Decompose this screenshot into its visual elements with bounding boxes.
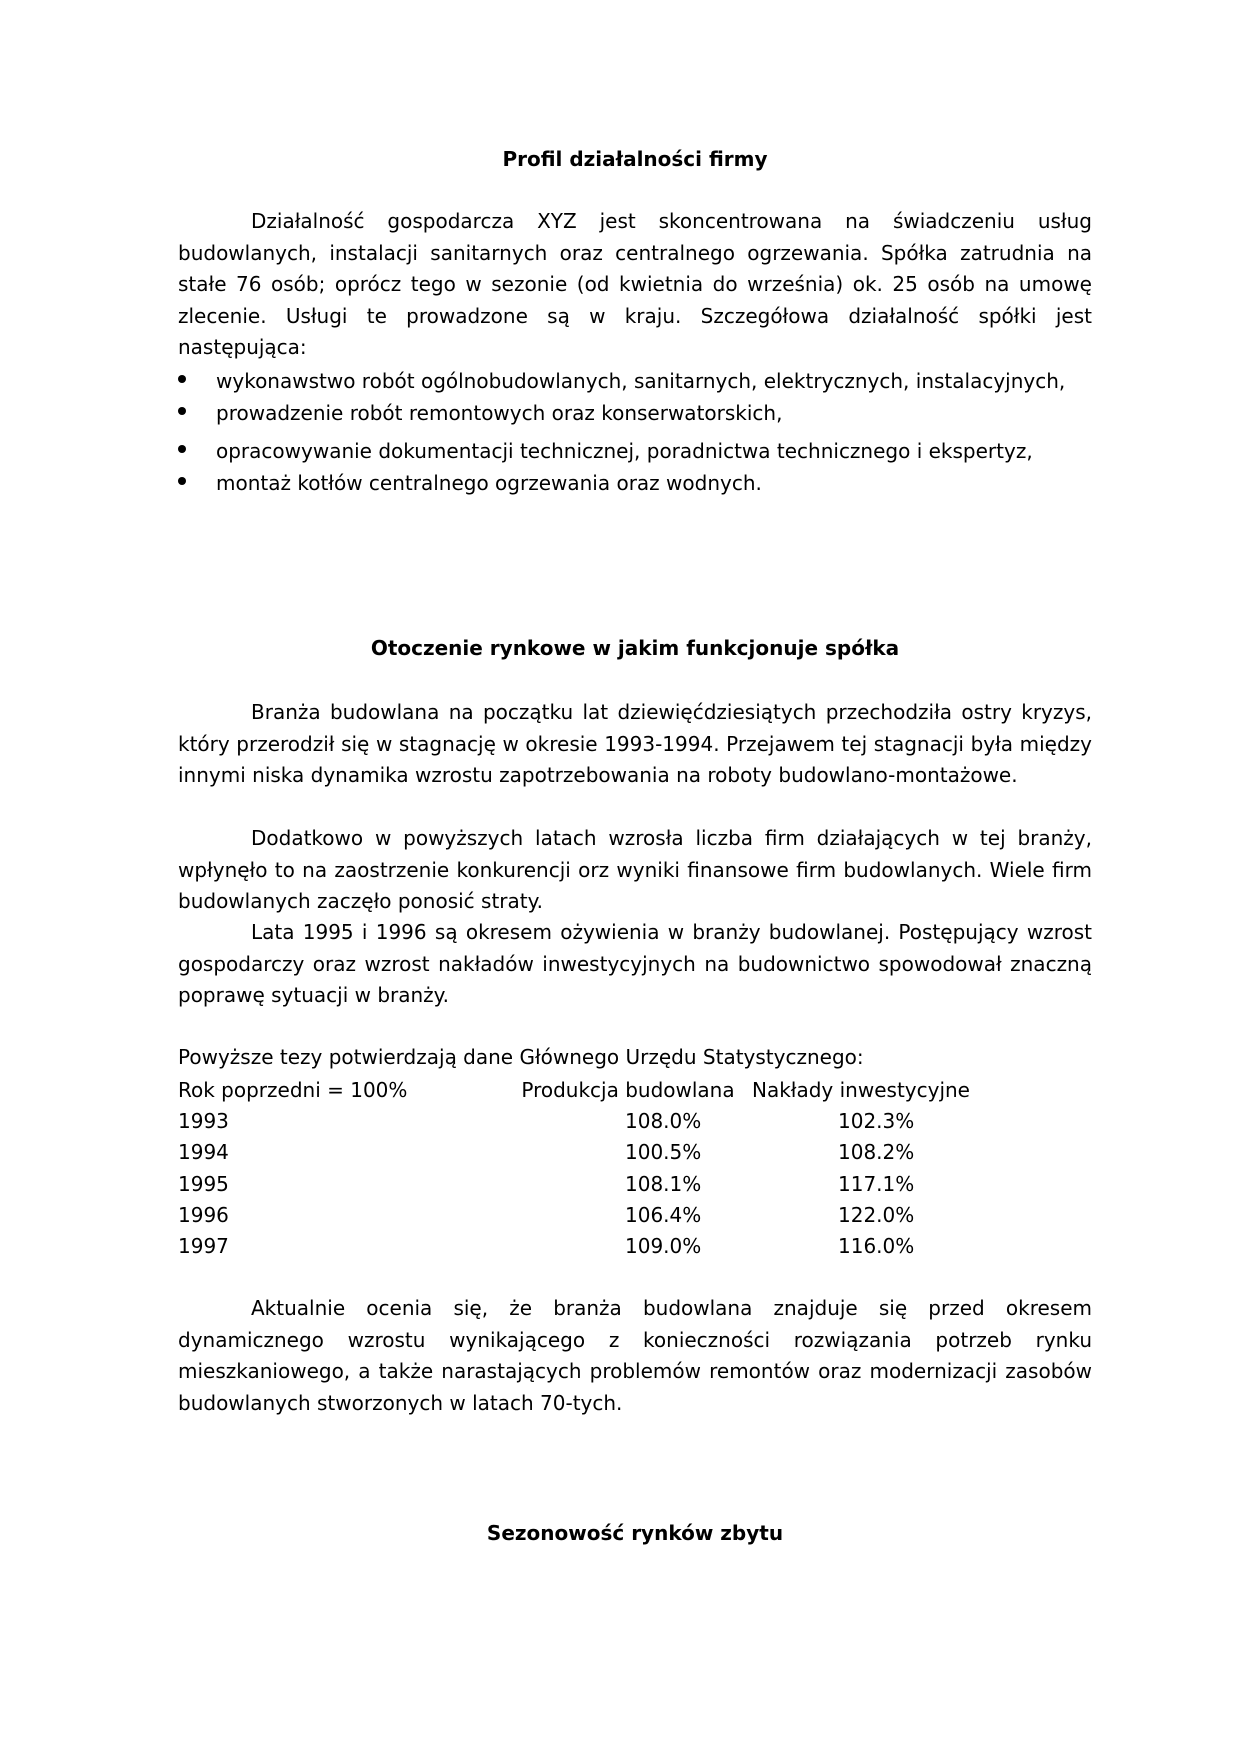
section-heading-market: Otoczenie rynkowe w jakim funkcjonuje spółka	[370, 636, 900, 660]
year-cell: 1996	[178, 1202, 229, 1227]
table-row	[178, 1168, 981, 1199]
table-row	[178, 1230, 981, 1261]
investment-cell: 117.1%	[838, 1171, 915, 1196]
market-closing-paragraph: Aktualnie ocenia się, że branża budowlana znajduje się przed okresem dynamicznego wzrostu wynikającego z konieczności rozwiązania potrzeb rynku mieszkaniowego, a także narastających problemów remontów oraz modernizacji zasobów budowlanych stworzonych w latach 70-tych.	[178, 1296, 1092, 1415]
profile-intro-paragraph: Działalność gospodarcza XYZ jest skoncentrowana na świadczeniu usług budowlanych, instalacji sanitarnych oraz centralnego ogrzewania. Spółka zatrudnia na stałe 76 osób; oprócz tego w sezonie (od kwietnia do września) ok. 25 osób na umowę zlecenie. Usługi te prowadzone są w kraju. Szczegółowa działalność spółki jest następująca:	[178, 209, 1092, 359]
column-header-investment: Nakłady inwestycyjne	[752, 1077, 970, 1102]
section-heading-seasonality: Sezonowość rynków zbytu	[486, 1521, 784, 1545]
column-header-production: Produkcja budowlana	[521, 1077, 735, 1102]
list-item	[178, 365, 1092, 397]
market-paragraph-1: Branża budowlana na początku lat dziewięćdziesiątych przechodziła ostry kryzys, który przerodził się w stagnację w okresie 1993-1994. Przejawem tej stagnacji była między innymi niska dynamika wzrostu zapotrzebowania na roboty budowlano-montażowe.	[178, 700, 1092, 787]
production-cell: 109.0%	[625, 1234, 702, 1259]
year-cell: 1995	[178, 1171, 229, 1196]
activity-list	[178, 365, 1092, 499]
year-cell: 1994	[178, 1140, 229, 1165]
investment-cell: 116.0%	[838, 1234, 915, 1259]
list-item	[178, 435, 1092, 467]
bullet-icon	[178, 375, 186, 383]
bullet-icon	[178, 445, 186, 453]
table-row	[178, 1105, 981, 1136]
table-intro: Powyższe tezy potwierdzają dane Głównego Urzędu Statystycznego:	[178, 1045, 864, 1069]
gus-statistics-table	[178, 1074, 981, 1262]
production-cell: 100.5%	[625, 1140, 702, 1165]
production-cell: 108.0%	[625, 1108, 702, 1133]
section-heading-profile: Profil działalności firmy	[502, 147, 768, 171]
bullet-icon	[178, 477, 186, 485]
table-header-row	[178, 1074, 981, 1105]
production-cell: 108.1%	[625, 1171, 702, 1196]
list-item	[178, 397, 1092, 429]
year-cell: 1997	[178, 1234, 229, 1259]
investment-cell: 108.2%	[838, 1140, 915, 1165]
year-cell: 1993	[178, 1108, 229, 1133]
investment-cell: 122.0%	[838, 1202, 915, 1227]
list-item	[178, 467, 1092, 499]
list-item-text: prowadzenie robót remontowych oraz konserwatorskich,	[216, 401, 783, 425]
table-row	[178, 1137, 981, 1168]
list-item-text: wykonawstwo robót ogólnobudowlanych, sanitarnych, elektrycznych, instalacyjnych,	[216, 369, 1066, 393]
column-header-year: Rok poprzedni = 100%	[178, 1077, 408, 1102]
table-row	[178, 1199, 981, 1230]
market-paragraph-2: Dodatkowo w powyższych latach wzrosła liczba firm działających w tej branży, wpłynęło to na zaostrzenie konkurencji orz wyniki finansowe firm budowlanych. Wiele firm budowlanych zaczęło ponosić straty.	[178, 826, 1092, 913]
list-item-text: montaż kotłów centralnego ogrzewania oraz wodnych.	[216, 471, 762, 495]
list-item-text: opracowywanie dokumentacji technicznej, poradnictwa technicznego i ekspertyz,	[216, 439, 1033, 463]
production-cell: 106.4%	[625, 1202, 702, 1227]
investment-cell: 102.3%	[838, 1108, 915, 1133]
bullet-icon	[178, 407, 186, 415]
market-paragraph-3: Lata 1995 i 1996 są okresem ożywienia w branży budowlanej. Postępujący wzrost gospodarczy oraz wzrost nakładów inwestycyjnych na budownictwo spowodował znaczną poprawę sytuacji w branży.	[178, 920, 1092, 1007]
